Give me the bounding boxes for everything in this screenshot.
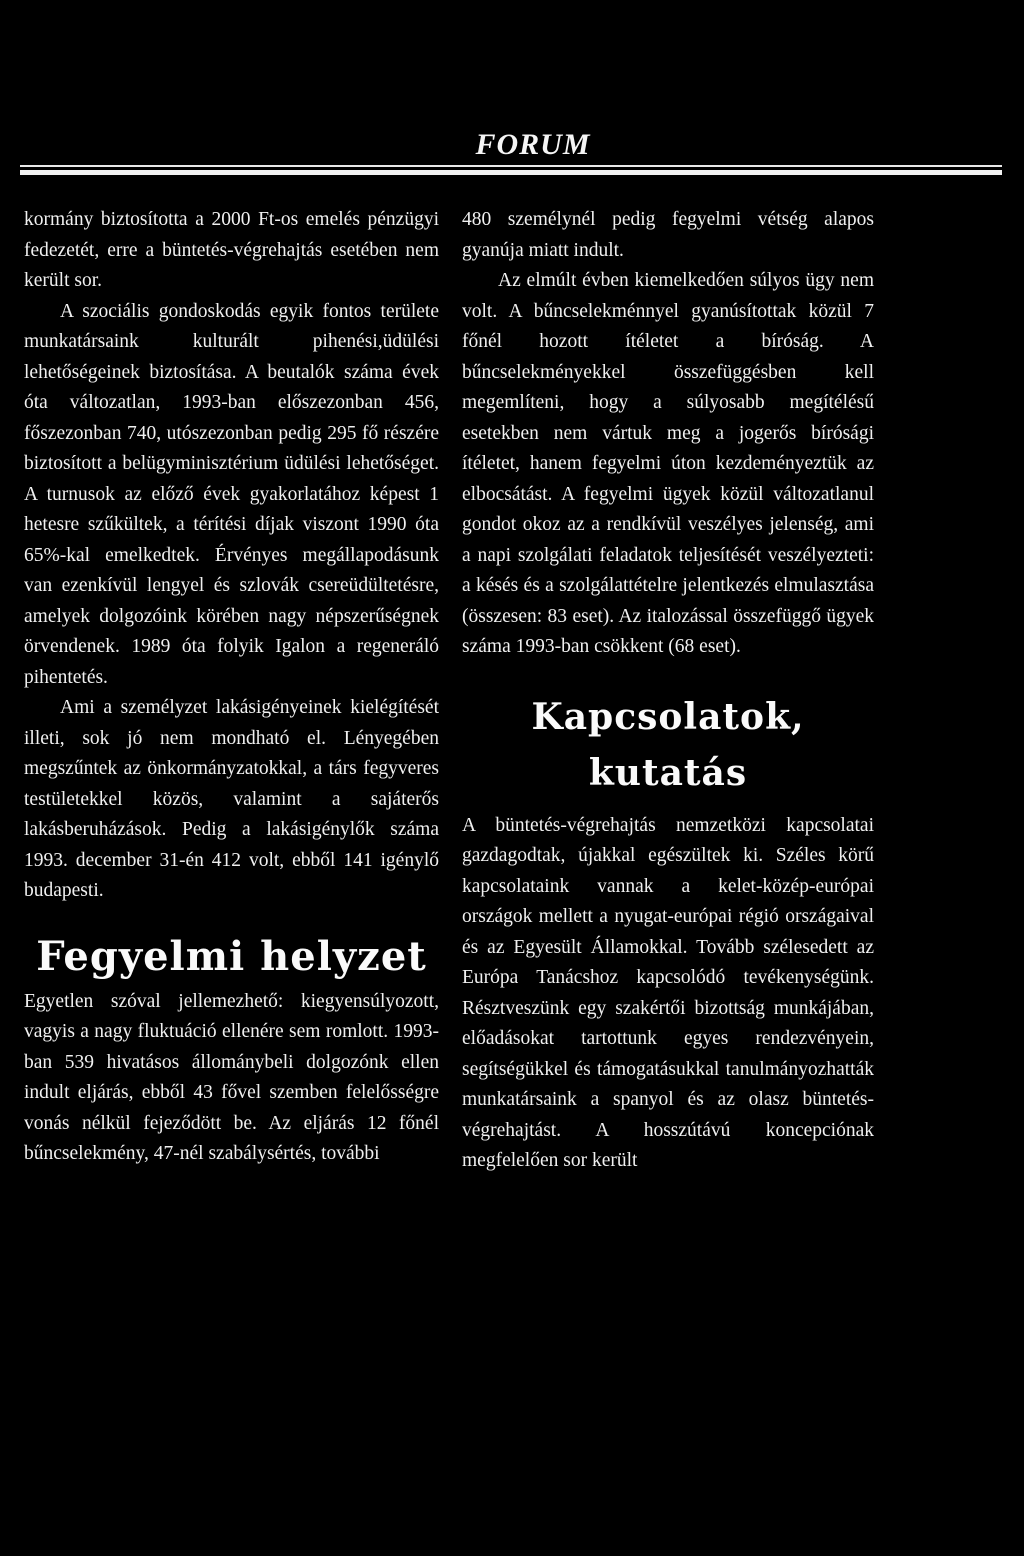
- header-rule-thin: [20, 165, 1002, 167]
- section-heading-fegyelmi: Fegyelmi helyzet: [36, 932, 427, 980]
- body-paragraph: 480 személynél pedig fegyelmi vétség alapos gyanúja miatt indult.: [462, 209, 874, 261]
- heading-line: kutatás: [588, 751, 748, 794]
- body-paragraph: kormány biztosította a 2000 Ft-os emelés pénzügyi fedezetét, erre a büntetés-végrehajtás esetében nem került sor.: [24, 209, 439, 291]
- left-column: [24, 205, 439, 1170]
- page-header: [20, 128, 1002, 178]
- section-heading-kapcsolatok: [462, 689, 874, 801]
- section-title: FORUM: [475, 128, 591, 161]
- body-paragraph: Ami a személyzet lakásigényeinek kielégítését illeti, sok jó nem mondható el. Lényegében megszűntek az önkormányzatokkal, a társ fegyveres testületekkel közös, valamint a sajáterős lakásberuházások. Pedig a lakásigénylők száma 1993. december 31-én 412 volt, ebből 141 igénylő budapesti.: [24, 697, 439, 901]
- body-paragraph: Egyetlen szóval jellemezhető: kiegyensúlyozott, vagyis a nagy fluktuáció ellenére sem romlott. 1993-ban 539 hivatásos állománybeli dolgozónk ellen indult eljárás, ebből 43 fővel szemben felelősségre vonás nélkül fejeződött be. Az eljárás 12 főnél bűncselekmény, 47-nél szabálysértés, további: [24, 990, 439, 1164]
- body-paragraph: A büntetés-végrehajtás nemzetközi kapcsolatai gazdagodtak, újakkal egészültek ki. Széles körű kapcsolataink vannak a kelet-közép-európai országok mellett a nyugat-európai régió országaival és az Egyesült Államokkal. Tovább szélesedett az Európa Tanácshoz kapcsolódó tevékenységünk. Résztveszünk egy szakértői bizottság munkájában, előadásokat tartottunk egyes rendezvényein, segítségükkel és támogatásukkal tanulmányozhatták munkatársaink a spanyol és az olasz büntetés-végrehajtást. A hosszútávú koncepciónak megfelelően sor került: [462, 814, 874, 1171]
- body-paragraph: Az elmúlt évben kiemelkedően súlyos ügy nem volt. A bűncselekménnyel gyanúsítottak közül 7 főnél hozott ítéletet a bíróság. A bűncselekményekkel összefüggésben kell megemlíteni, hogy a súlyosabb megítélésű esetekben nem vártuk meg a jogerős bírósági ítéletet, hanem fegyelmi úton kezdeményeztük az elbocsátást. A fegyelmi ügyek közül változatlanul gondot okoz az a rendkívül veszélyes jelenség, ami a napi szolgálati feladatok teljesítését veszélyezteti: a késés és a szolgálattételre jelentkezés elmulasztása (összesen: 83 eset). Az italozással összefüggő ügyek száma 1993-ban csökkent (68 eset).: [462, 270, 874, 657]
- header-rule-thick: [20, 170, 1002, 175]
- heading-line: Kapcsolatok,: [531, 695, 805, 738]
- right-column: [462, 205, 874, 1177]
- body-paragraph: A szociális gondoskodás egyik fontos területe munkatársaink kulturált pihenési,üdülési lehetőségeinek biztosítása. A beutalók száma évek óta változatlan, 1993-ban előszezonban 456, főszezonban 740, utószezonban pedig 295 fő részére biztosított a belügyminisztérium üdülési lehetőséget. A turnusok az előző évek gyakorlatához képest 1 hetesre szűkültek, a térítési díjak viszont 1990 óta 65%-kal emelkedtek. Érvényes megállapodásunk van ezenkívül lengyel és szlovák csereüdültetésre, amelyek dolgozóink körében nagy népszerűségnek örvendenek. 1989 óta folyik Igalon a regeneráló pihentetés.: [24, 300, 439, 688]
